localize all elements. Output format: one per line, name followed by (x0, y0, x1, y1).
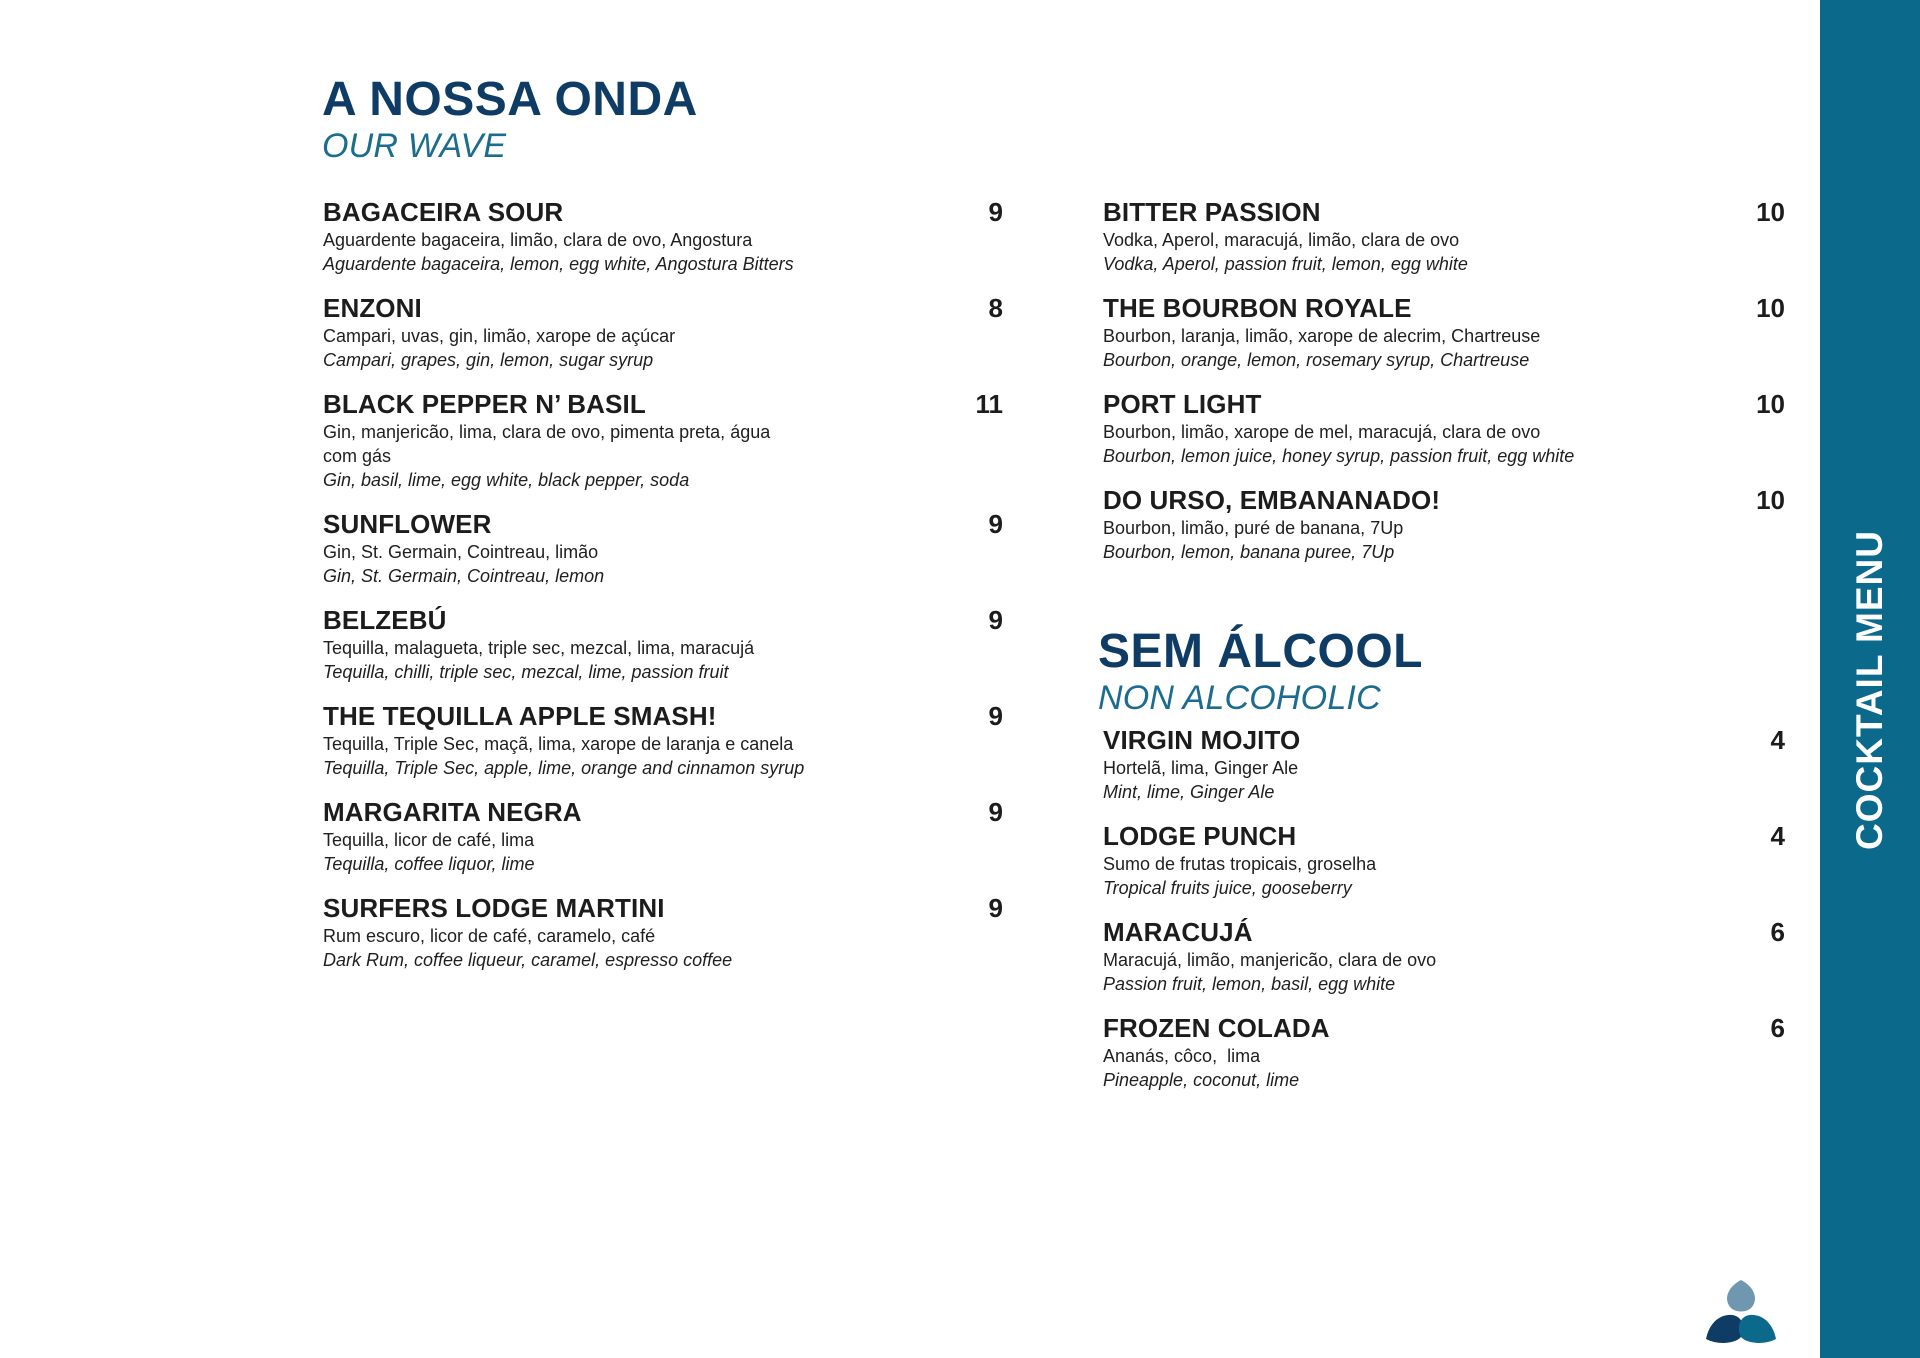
item-price: 10 (1756, 389, 1785, 419)
item-description-en: Tequilla, Triple Sec, apple, lime, orange and cinnamon syrup (323, 758, 805, 778)
item-price: 6 (1770, 917, 1785, 947)
cocktail-menu-sidebar (1820, 0, 1920, 1358)
non-alcoholic-title: SEM ÁLCOOL (1098, 625, 1423, 678)
item-name: BITTER PASSION (1103, 197, 1321, 227)
item-description-pt: Tequilla, Triple Sec, maçã, lima, xarope de laranja e canela (323, 734, 794, 754)
item-description-en: Passion fruit, lemon, basil, egg white (1103, 974, 1396, 994)
item-price: 9 (988, 701, 1003, 731)
item-price: 4 (1770, 725, 1785, 755)
item-description-en: Bourbon, lemon juice, honey syrup, passion fruit, egg white (1103, 446, 1575, 466)
item-name: THE TEQUILLA APPLE SMASH! (323, 701, 717, 731)
item-description-pt: Aguardente bagaceira, limão, clara de ovo, Angostura (323, 230, 753, 250)
item-name: DO URSO, EMBANANADO! (1103, 485, 1441, 515)
item-name: BELZEBÚ (323, 605, 447, 635)
menu-item-lodge-punch (1103, 821, 1785, 900)
menu-item-surfers-lodge-martini (323, 893, 1003, 972)
menu-item-virgin-mojito (1103, 725, 1785, 804)
item-name: MARGARITA NEGRA (323, 797, 582, 827)
item-name: PORT LIGHT (1103, 389, 1262, 419)
non-alcoholic-subtitle: NON ALCOHOLIC (1098, 679, 1381, 717)
item-description-pt: Rum escuro, licor de café, caramelo, café (323, 926, 656, 946)
our-wave-subtitle: OUR WAVE (322, 127, 507, 165)
menu-item-bagaceira-sour (323, 197, 1003, 276)
item-price: 9 (988, 509, 1003, 539)
menu-item-bitter-passion (1103, 197, 1785, 276)
item-description-en: Campari, grapes, gin, lemon, sugar syrup (323, 350, 654, 370)
menu-item-the-bourbon-royale (1103, 293, 1785, 372)
item-description-en: Bourbon, orange, lemon, rosemary syrup, Chartreuse (1103, 350, 1530, 370)
menu-item-frozen-colada (1103, 1013, 1785, 1092)
item-name: BAGACEIRA SOUR (323, 197, 564, 227)
item-description-en: Tequilla, chilli, triple sec, mezcal, lime, passion fruit (323, 662, 729, 682)
item-name: VIRGIN MOJITO (1103, 725, 1301, 755)
item-description-en: Tropical fruits juice, gooseberry (1103, 878, 1352, 898)
menu-item-the-tequilla-apple-smash (323, 701, 1003, 780)
item-description-en: Gin, basil, lime, egg white, black pepper, soda (323, 470, 690, 490)
item-description-pt: Sumo de frutas tropicais, groselha (1103, 854, 1377, 874)
item-description-en: Bourbon, lemon, banana puree, 7Up (1103, 542, 1395, 562)
item-description-en: Aguardente bagaceira, lemon, egg white, Angostura Bitters (323, 254, 794, 274)
item-description-pt: Vodka, Aperol, maracujá, limão, clara de ovo (1103, 230, 1460, 250)
menu-item-sunflower (323, 509, 1003, 588)
item-price: 10 (1756, 293, 1785, 323)
item-price: 10 (1756, 485, 1785, 515)
item-price: 8 (988, 293, 1003, 323)
menu-item-enzoni (323, 293, 1003, 372)
item-description-pt: Campari, uvas, gin, limão, xarope de açúcar (323, 326, 676, 346)
menu-item-port-light (1103, 389, 1785, 468)
three-petal-logo-icon (1702, 1276, 1780, 1346)
item-name: SURFERS LODGE MARTINI (323, 893, 665, 923)
menu-item-do-urso-embananado (1103, 485, 1785, 564)
item-name: SUNFLOWER (323, 509, 492, 539)
our-wave-header (322, 74, 698, 166)
item-description-en: Dark Rum, coffee liqueur, caramel, espresso coffee (323, 950, 733, 970)
item-description-pt: Gin, manjericão, lima, clara de ovo, pimenta preta, água com gás (323, 422, 771, 466)
item-price: 6 (1770, 1013, 1785, 1043)
item-description-pt: Bourbon, laranja, limão, xarope de alecrim, Chartreuse (1103, 326, 1541, 346)
item-name: THE BOURBON ROYALE (1103, 293, 1412, 323)
item-description-pt: Bourbon, limão, puré de banana, 7Up (1103, 518, 1404, 538)
item-description-pt: Bourbon, limão, xarope de mel, maracujá, clara de ovo (1103, 422, 1541, 442)
item-price: 11 (975, 389, 1003, 419)
item-description-en: Tequilla, coffee liquor, lime (323, 854, 535, 874)
item-name: ENZONI (323, 293, 422, 323)
our-wave-right-column (1103, 197, 1785, 581)
item-name: MARACUJÁ (1103, 917, 1253, 947)
item-description-pt: Ananás, côco, lima (1103, 1046, 1261, 1066)
item-price: 9 (988, 197, 1003, 227)
item-description-en: Pineapple, coconut, lime (1103, 1070, 1300, 1090)
menu-item-maracuja (1103, 917, 1785, 996)
item-description-en: Mint, lime, Ginger Ale (1103, 782, 1275, 802)
our-wave-title: A NOSSA ONDA (322, 73, 698, 126)
item-description-en: Gin, St. Germain, Cointreau, lemon (323, 566, 605, 586)
item-description-pt: Gin, St. Germain, Cointreau, limão (323, 542, 599, 562)
item-name: LODGE PUNCH (1103, 821, 1297, 851)
non-alcoholic-header (1098, 626, 1423, 718)
menu-item-black-pepper-n-basil (323, 389, 1003, 492)
item-description-pt: Hortelã, lima, Ginger Ale (1103, 758, 1299, 778)
item-description-en: Vodka, Aperol, passion fruit, lemon, egg white (1103, 254, 1468, 274)
non-alcoholic-column (1103, 725, 1785, 1109)
item-description-pt: Tequilla, licor de café, lima (323, 830, 535, 850)
item-name: BLACK PEPPER N’ BASIL (323, 389, 646, 419)
our-wave-left-column (323, 197, 1003, 989)
item-price: 9 (988, 797, 1003, 827)
item-price: 4 (1770, 821, 1785, 851)
item-price: 9 (988, 605, 1003, 635)
item-price: 9 (988, 893, 1003, 923)
item-description-pt: Tequilla, malagueta, triple sec, mezcal, lima, maracujá (323, 638, 755, 658)
item-price: 10 (1756, 197, 1785, 227)
item-name: FROZEN COLADA (1103, 1013, 1330, 1043)
menu-item-belzebu (323, 605, 1003, 684)
item-description-pt: Maracujá, limão, manjericão, clara de ovo (1103, 950, 1437, 970)
menu-item-margarita-negra (323, 797, 1003, 876)
cocktail-menu-label: COCKTAIL MENU (1849, 530, 1890, 850)
